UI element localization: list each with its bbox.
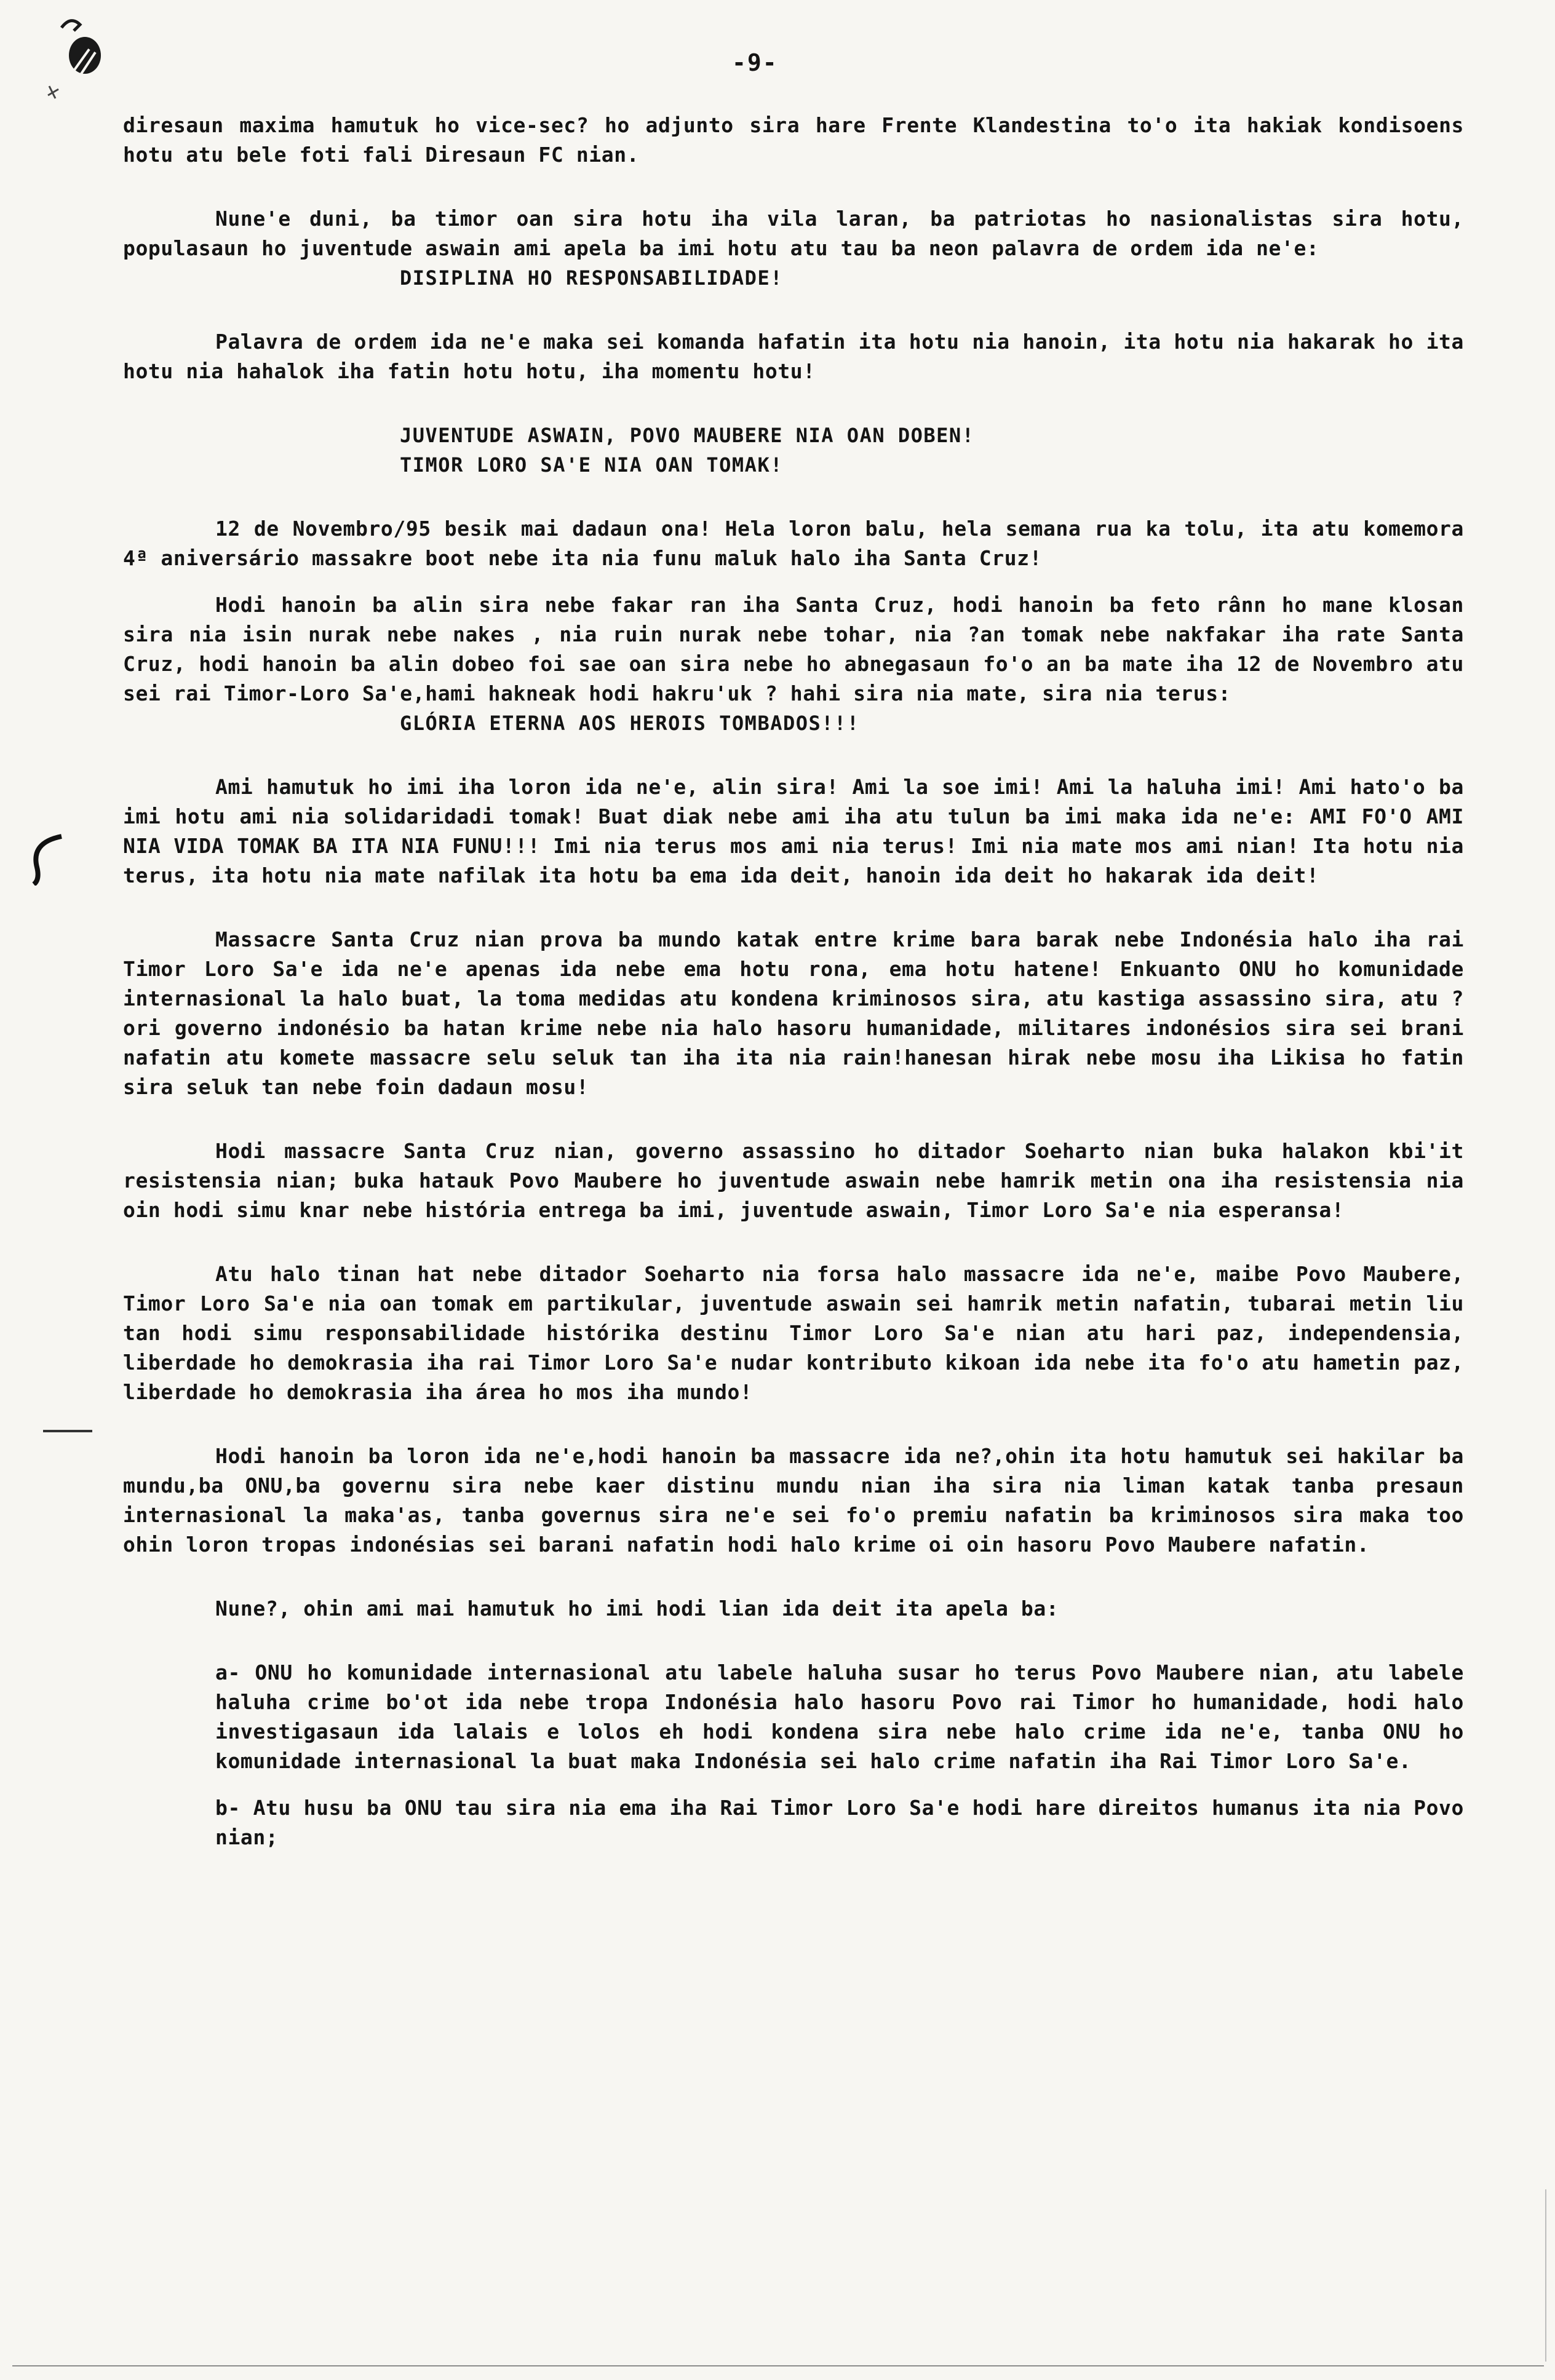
paragraph-3: Palavra de ordem ida ne'e maka sei komanda hafatin ita hotu nia hanoin, ita hotu nia hakarak ho ita hotu nia hahalok iha fatin hotu hotu, iha momentu hotu! bbox=[123, 330, 1464, 383]
paragraph-9: Atu halo tinan hat nebe ditador Soeharto nia forsa halo massacre ida ne'e, maibe Povo Maubere, Timor Loro Sa'e nia oan tomak em partikular, juventude aswain sei hamrik metin nafatin, tubarai metin liu tan hodi simu responsabilidade histórika destinu Timor Loro Sa'e nian atu hari paz, independensia, liberdade ho demokrasia iha rai Timor Loro Sa'e nudar kontributo kikoan ida nebe ita fo'o atu hametin paz, liberdade ho demokrasia iha área ho mos iha mundo! bbox=[123, 1262, 1464, 1404]
paragraph-4: 12 de Novembro/95 besik mai dadaun ona! Hela loron balu, hela semana rua ka tolu, ita atu komemora 4ª aniversário massakre boot nebe ita nia funu maluk halo iha Santa Cruz! bbox=[123, 517, 1464, 570]
scan-bottom-line bbox=[12, 2365, 1544, 2366]
page-number: -9- bbox=[732, 49, 778, 76]
paragraph-11: Nune?, ohin ami mai hamutuk ho imi hodi lian ida deit ita apela ba: bbox=[215, 1597, 1059, 1620]
slogan-glory: GLÓRIA ETERNA AOS HEROIS TOMBADOS!!! bbox=[400, 712, 860, 735]
document-body bbox=[123, 111, 1464, 1852]
paragraph-7: Massacre Santa Cruz nian prova ba mundo katak entre krime bara barak nebe Indonésia halo iha rai Timor Loro Sa'e ida ne'e apenas ida nebe ema hotu rona, ema hotu hatene! Enkuanto ONU ho komunidade internasional la halo buat, la toma medidas atu kondena kriminosos sira, atu kastiga assassino sira, atu ?ori governo indonésio ba hatan krime nebe nia halo hasoru humanidade, militares indonésios sira sei brani nafatin atu komete massacre selu seluk tan iha ita nia rain!hanesan hirak nebe mosu iha Likisa ho fatin sira seluk tan nebe foin dadaun mosu! bbox=[123, 927, 1464, 1099]
paragraph-10: Hodi hanoin ba loron ida ne'e,hodi hanoin ba massacre ida ne?,ohin ita hotu hamutuk sei hakilar ba mundu,ba ONU,ba governu sira nebe kaer distinu mundu nian iha sira nia liman katak tanba presaun internasional la maka'as, tanba governus sira ne'e sei fo'o premiu nafatin ba kriminosos sira maka too ohin loron tropas indonésias sei barani nafatin hodi halo krime oi oin hasoru Povo Maubere nafatin. bbox=[123, 1444, 1464, 1557]
slogan-discipline: DISIPLINA HO RESPONSABILIDADE! bbox=[400, 266, 783, 290]
margin-mark bbox=[25, 830, 68, 886]
handwritten-mark bbox=[37, 12, 117, 105]
paragraph-1: diresaun maxima hamutuk ho vice-sec? ho adjunto sira hare Frente Klandestina to'o ita hakiak kondisoens hotu atu bele foti fali Diresaun FC nian. bbox=[123, 113, 1464, 167]
paragraph-5: Hodi hanoin ba alin sira nebe fakar ran iha Santa Cruz, hodi hanoin ba feto rânn ho mane klosan sira nia isin nurak nebe nakes , nia ruin nurak nebe tohar, nia ?an tomak nebe nakfakar iha rate Santa Cruz, hodi hanoin ba alin dobeo foi sae oan sira nebe ho abnegasaun fo'o an ba mate iha 12 de Novembro atu sei rai Timor-Loro Sa'e,hami hakneak hodi hakru'uk ? hahi sira nia mate, sira nia terus: bbox=[123, 593, 1464, 705]
paragraph-6: Ami hamutuk ho imi iha loron ida ne'e, alin sira! Ami la soe imi! Ami la haluha imi! Ami hato'o ba imi hotu ami nia solidaridadi tomak! Buat diak nebe ami iha atu tulun ba imi maka ida ne'e: AMI FO'O AMI NIA VIDA TOMAK BA ITA NIA FUNU!!! Imi nia terus mos ami nia terus! Imi nia mate mos ami nian! Ita hotu nia terus, ita hotu nia mate nafilak ita hotu ba ema ida deit, hanoin ida deit ho hakarak ida deit! bbox=[123, 775, 1464, 887]
slogan-timor: TIMOR LORO SA'E NIA OAN TOMAK! bbox=[400, 453, 783, 477]
paragraph-2: Nune'e duni, ba timor oan sira hotu iha vila laran, ba patriotas ho nasionalistas sira hotu, populasaun ho juventude aswain ami apela ba imi hotu atu tau ba neon palavra de ordem ida ne'e: bbox=[123, 207, 1464, 260]
list-item-a: a- ONU ho komunidade internasional atu labele haluha susar ho terus Povo Maubere nian, atu labele haluha crime bo'ot ida nebe tropa Indonésia halo hasoru Povo rai Timor ho humanidade, hodi halo investigasaun ida lalais e lolos eh hodi kondena sira nebe halo crime ida ne'e, tanba ONU ho komunidade internasional la buat maka Indonésia sei halo crime nafatin iha Rai Timor Loro Sa'e. bbox=[215, 1660, 1464, 1773]
slogan-youth: JUVENTUDE ASWAIN, POVO MAUBERE NIA OAN DOBEN! bbox=[400, 424, 975, 447]
margin-dash bbox=[43, 1430, 92, 1432]
paragraph-8: Hodi massacre Santa Cruz nian, governo assassino ho ditador Soeharto nian buka halakon kbi'it resistensia nian; buka hatauk Povo Maubere ho juventude aswain nebe hamrik metin ona iha resistensia nia oin hodi simu knar nebe história entrega ba imi, juventude aswain, Timor Loro Sa'e nia esperansa! bbox=[123, 1139, 1464, 1222]
scan-edge-line bbox=[1545, 2189, 1546, 2362]
list-item-b: b- Atu husu ba ONU tau sira nia ema iha Rai Timor Loro Sa'e hodi hare direitos humanus ita nia Povo nian; bbox=[215, 1796, 1464, 1849]
